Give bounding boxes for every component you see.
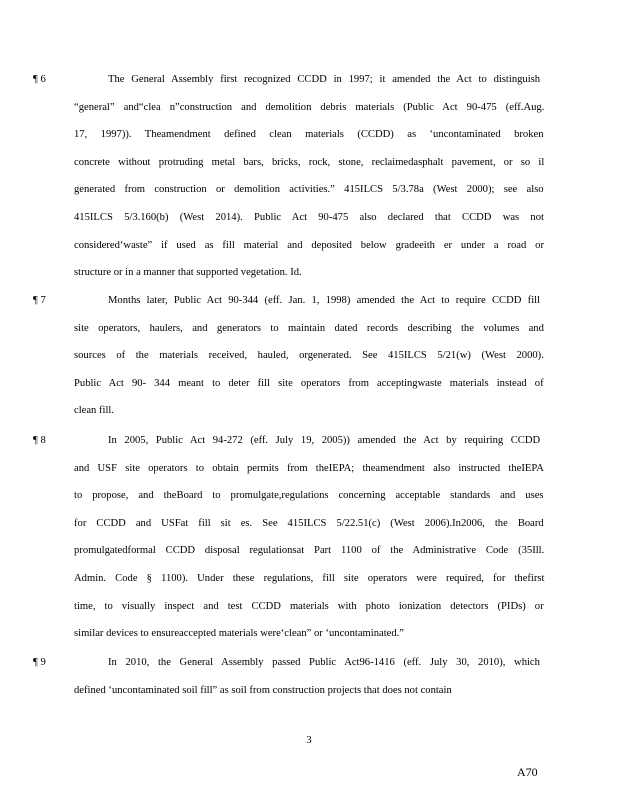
text-line: structure or in a manner that supported vegetation. Id. bbox=[74, 267, 302, 279]
text-line: Public Act 90- 344 meant to deter fill site operators from acceptingwaste materials instead of bbox=[74, 377, 544, 389]
text-line: considered‘waste” if used as fill material and deposited below gradeeith er under a road or bbox=[74, 239, 544, 251]
text-line: sources of the materials received, hauled, orgenerated. See 415ILCS 5/21(w) (West 2000). bbox=[74, 350, 544, 362]
page-number: 3 bbox=[306, 735, 312, 746]
text-line: for CCDD and USFat fill sit es. See 415ILCS 5/22.51(c) (West 2006).In2006, the Board bbox=[74, 517, 544, 529]
paragraph-number: ¶ 7 bbox=[33, 295, 46, 306]
text-line: generated from construction or demolition activities.” 415ILCS 5/3.78a (West 2000); see also bbox=[74, 184, 544, 196]
text-line: In 2005, Public Act 94-272 (eff. July 19, 2005)) amended the Act by requiring CCDD bbox=[108, 435, 541, 446]
text-line: Months later, Public Act 90-344 (eff. Jan. 1, 1998) amended the Act to require CCDD fill bbox=[108, 295, 541, 306]
paragraph-number: ¶ 9 bbox=[33, 657, 46, 668]
text-line: and USF site operators to obtain permits from theIEPA; theamendment also instructed theIEPA bbox=[74, 462, 544, 474]
text-line: similar devices to ensureaccepted materials were‘clean” or ‘uncontaminated.” bbox=[74, 628, 405, 640]
text-line: to propose, and theBoard to promulgate,regulations concerning acceptable standards and uses bbox=[74, 490, 544, 502]
text-line: concrete without protruding metal bars, bricks, rock, stone, reclaimedasphalt pavement, or so il bbox=[74, 156, 545, 168]
text-line: Admin. Code § 1100). Under these regulations, fill site operators were required, for thefirst bbox=[74, 573, 545, 584]
text-line: defined ‘uncontaminated soil fill” as soil from construction projects that does not contain bbox=[74, 684, 452, 696]
exhibit-label: A70 bbox=[517, 765, 538, 779]
text-line: 17, 1997)). Theamendment defined clean materials (CCDD) as ‘uncontaminated broken bbox=[74, 129, 544, 141]
text-line: In 2010, the General Assembly passed Public Act96-1416 (eff. July 30, 2010), which bbox=[108, 657, 540, 668]
paragraph-number: ¶ 6 bbox=[33, 74, 46, 85]
text-line: The General Assembly first recognized CCDD in 1997; it amended the Act to distinguish bbox=[108, 74, 541, 85]
paragraph-number: ¶ 8 bbox=[33, 435, 46, 446]
text-line: “general” and“clea n”construction and demolition debris materials (Public Act 90-475 (eff.Aug. bbox=[74, 101, 545, 113]
text-line: site operators, haulers, and generators to maintain dated records describing the volumes and bbox=[74, 322, 544, 334]
text-line: clean fill. bbox=[74, 405, 115, 417]
text-line: time, to visually inspect and test CCDD materials with photo ionization detectors (PIDs) or bbox=[74, 600, 544, 612]
text-line: promulgatedformal CCDD disposal regulationsat Part 1100 of the Administrative Code (35Ill. bbox=[74, 545, 545, 557]
text-line: 415ILCS 5/3.160(b) (West 2014). Public Act 90-475 also declared that CCDD was not bbox=[74, 212, 544, 223]
